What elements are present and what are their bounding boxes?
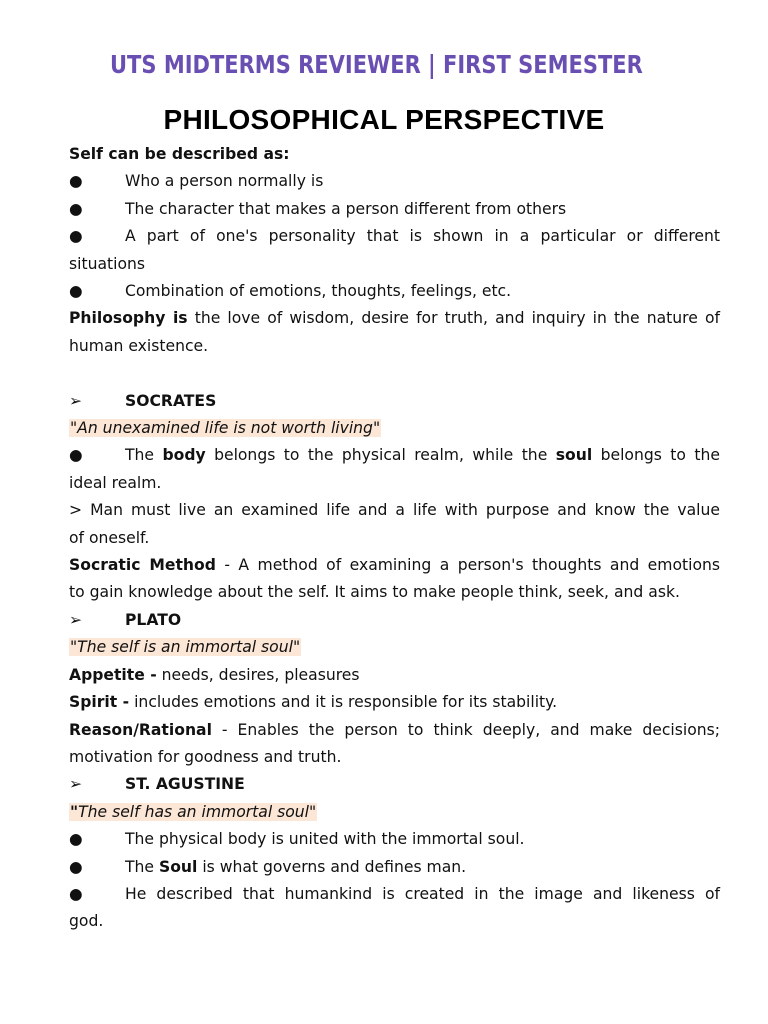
- list-item-continuation: situations: [69, 254, 146, 273]
- bullet-icon: ●: [69, 830, 83, 849]
- agustine-quote: [69, 803, 317, 821]
- text-run: belongs to the physical realm, while the: [205, 446, 556, 465]
- keyword-soul: Soul: [158, 857, 198, 876]
- list-item-text: [125, 442, 720, 469]
- section-heading-agustine: [69, 771, 720, 798]
- list-item: [69, 881, 720, 908]
- list-item-text: Who a person normally is: [125, 172, 324, 191]
- list-item-text: The physical body is united with the immortal soul.: [125, 830, 525, 849]
- socrates-point: > Man must live an examined life and a life with purpose and know the value: [69, 501, 720, 520]
- intro-lead: Self can be described as:: [69, 145, 290, 163]
- plato-quote: "The self is an immortal soul": [70, 638, 301, 657]
- bullet-icon: ●: [69, 172, 83, 191]
- page-title: PHILOSOPHICAL PERSPECTIVE: [163, 104, 605, 135]
- socrates-quote: "An unexamined life is not worth living": [70, 419, 381, 438]
- section-heading-label: ST. AGUSTINE: [125, 775, 245, 794]
- list-item-continuation: ideal realm.: [69, 473, 162, 492]
- spirit-text: includes emotions and it is responsible for its stability.: [129, 693, 558, 712]
- agustine-quote-line: [69, 799, 720, 826]
- text-run: The: [125, 446, 163, 465]
- arrow-bullet-icon: ➢: [69, 610, 83, 629]
- philosophy-continuation: human existence.: [69, 336, 209, 355]
- bullet-icon: ●: [69, 227, 83, 246]
- reviewer-banner-title: UTS MIDTERMS REVIEWER | FIRST SEMESTER: [110, 50, 643, 79]
- list-item: [69, 854, 720, 881]
- list-item: [69, 278, 720, 305]
- plato-quote-line: [69, 634, 720, 661]
- keyword-soul: soul: [555, 446, 593, 465]
- section-heading-plato: [69, 607, 720, 634]
- socratic-method-text: - A method of examining a person's thoughts and emotions: [215, 556, 720, 575]
- quote-open-mark: ": [70, 802, 79, 821]
- socratic-method-definition: [69, 552, 720, 579]
- bullet-icon: ●: [69, 884, 83, 903]
- arrow-bullet-icon: ➢: [69, 391, 83, 410]
- philosophy-label: Philosophy is: [69, 309, 188, 328]
- socrates-quote-line: [69, 415, 720, 442]
- socratic-method-continuation: to gain knowledge about the self. It aims to make people think, seek, and ask.: [69, 583, 680, 602]
- list-item: [69, 826, 720, 853]
- philosophy-text: the love of wisdom, desire for truth, and inquiry in the nature of: [187, 309, 720, 328]
- socratic-method-label: Socratic Method: [69, 556, 216, 575]
- document-body: [69, 141, 720, 936]
- list-item-text: Combination of emotions, thoughts, feelings, etc.: [125, 282, 512, 301]
- list-item-continuation: god.: [69, 912, 104, 931]
- appetite-definition: [69, 662, 720, 689]
- reason-text: - Enables the person to think deeply, and make decisions;: [211, 720, 720, 739]
- list-item: [69, 168, 720, 195]
- reason-continuation: motivation for goodness and truth.: [69, 747, 342, 766]
- keyword-body: body: [162, 446, 206, 465]
- reason-definition: [69, 717, 720, 744]
- section-heading-socrates: [69, 388, 720, 415]
- list-item-text: The character that makes a person different from others: [125, 199, 567, 218]
- spirit-definition: [69, 689, 720, 716]
- list-item: [69, 223, 720, 250]
- quote-text: The self has an immortal soul": [78, 802, 317, 821]
- bullet-icon: ●: [69, 446, 83, 465]
- list-item: [69, 442, 720, 469]
- appetite-label: Appetite -: [69, 665, 157, 684]
- text-run: belongs to the: [592, 446, 720, 465]
- section-heading-label: SOCRATES: [125, 391, 217, 410]
- list-item-text: He described that humankind is created in the image and likeness of: [125, 884, 720, 903]
- philosophy-definition: [69, 305, 720, 332]
- spirit-label: Spirit -: [69, 693, 130, 712]
- bullet-icon: ●: [69, 282, 83, 301]
- bullet-icon: ●: [69, 199, 83, 218]
- section-heading-label: PLATO: [125, 610, 182, 629]
- arrow-bullet-icon: ➢: [69, 775, 83, 794]
- list-item: [69, 196, 720, 223]
- socrates-point-continuation: of oneself.: [69, 528, 150, 547]
- list-item-text: [125, 854, 720, 881]
- appetite-text: needs, desires, pleasures: [156, 665, 360, 684]
- text-run: The: [125, 857, 159, 876]
- bullet-icon: ●: [69, 857, 83, 876]
- spacer: [69, 360, 720, 387]
- reason-label: Reason/Rational: [69, 720, 212, 739]
- list-item-text: A part of one's personality that is shown in a particular or different: [125, 227, 720, 246]
- text-run: is what governs and defines man.: [197, 857, 467, 876]
